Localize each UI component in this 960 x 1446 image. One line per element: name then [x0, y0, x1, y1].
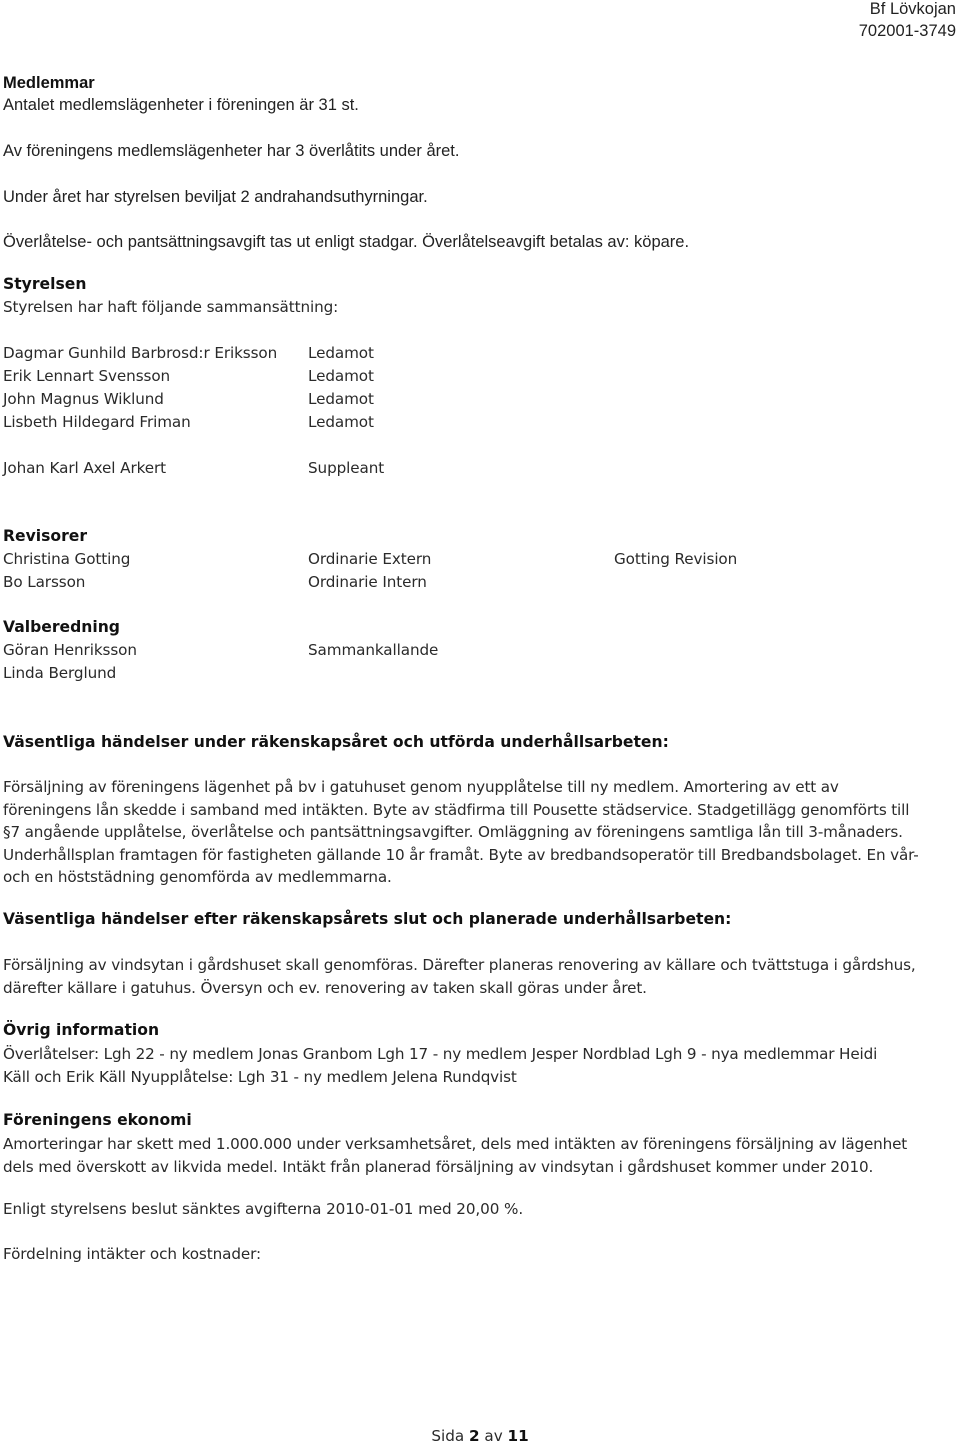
auditor-role: Ordinarie Intern [308, 573, 427, 591]
paragraph-line: därefter källare i gatuhus. Översyn och ev. renovering av taken skall göras under året. [3, 978, 647, 997]
board-member-name: John Magnus Wiklund [3, 390, 164, 408]
board-member-name: Johan Karl Axel Arkert [3, 459, 166, 477]
total-pages: 11 [507, 1427, 529, 1445]
paragraph-line: dels med överskott av likvida medel. Intäkt från planerad försäljning av vindsytan i gårdshuset kommer under 2010. [3, 1157, 874, 1176]
paragraph-line: §7 angående upplåtelse, överlåtelse och pantsättningsavgifter. Omläggning av föreningens samtliga lån till 3-månaders. [3, 823, 903, 842]
paragraph-line: Försäljning av vindsytan i gårdshuset skall genomföras. Därefter planeras renovering av källare och tvättstuga i gårdshus, [3, 956, 916, 974]
board-member-name: Erik Lennart Svensson [3, 367, 171, 385]
paragraph-line: och en höststädning genomförda av medlemmarna. [3, 868, 392, 887]
styrelsen-intro: Styrelsen har haft följande sammansättning: [3, 298, 339, 316]
paragraph-line: Försäljning av föreningens lägenhet på bv i gatuhuset genom nyupplåtelse till ny medlem. Amortering av ett av [3, 778, 839, 796]
current-page: 2 [468, 1427, 480, 1445]
styrelsen-heading: Styrelsen [3, 275, 87, 293]
auditor-firm: Gotting Revision [614, 550, 738, 568]
valberedning-heading: Valberedning [3, 618, 120, 636]
board-member-role: Ledamot [308, 390, 374, 408]
medlemmar-line-4: Överlåtelse- och pantsättningsavgift tas ut enligt stadgar. Överlåtelseavgift betalas av: köpare. [3, 233, 690, 251]
board-member-role: Suppleant [308, 459, 385, 477]
events-during-year-text [3, 776, 953, 889]
economy-text [3, 1133, 953, 1178]
paragraph-line: Amorteringar har skett med 1.000.000 under verksamhetsåret, dels med intäkten av föreningens försäljning av lägenhet [3, 1135, 908, 1153]
board-member-name: Dagmar Gunhild Barbrosd:r Eriksson [3, 344, 278, 362]
nomination-member-role: Sammankallande [308, 641, 439, 659]
nomination-member-name: Göran Henriksson [3, 641, 137, 659]
board-member-role: Ledamot [308, 367, 374, 385]
medlemmar-line-3: Under året har styrelsen beviljat 2 andrahandsuthyrningar. [3, 188, 428, 206]
events-during-year-heading: Väsentliga händelser under räkenskapsåret och utförda underhållsarbeten: [3, 733, 669, 751]
board-member-name: Lisbeth Hildegard Friman [3, 413, 191, 431]
fee-reduction-text: Enligt styrelsens beslut sänktes avgifterna 2010-01-01 med 20,00 %. [3, 1200, 524, 1218]
medlemmar-line-2: Av föreningens medlemslägenheter har 3 överlåtits under året. [3, 142, 460, 160]
page-separator: av [484, 1427, 503, 1445]
other-information-heading: Övrig information [3, 1021, 160, 1039]
medlemmar-heading: Medlemmar [3, 74, 95, 92]
page-number [0, 1427, 960, 1445]
board-member-role: Ledamot [308, 344, 374, 362]
paragraph-line: Underhållsplan framtagen för fastigheten gällande 10 år framåt. Byte av bredbandsoperatör till Bredbandsbolaget. En vår- [3, 845, 919, 864]
page-prefix: Sida [431, 1427, 465, 1445]
org-number: 702001-3749 [858, 22, 956, 40]
revisorer-heading: Revisorer [3, 527, 88, 545]
medlemmar-line-1: Antalet medlemslägenheter i föreningen är 31 st. [3, 96, 359, 114]
auditor-role: Ordinarie Extern [308, 550, 432, 568]
events-after-year-heading: Väsentliga händelser efter räkenskapsårets slut och planerade underhållsarbeten: [3, 910, 732, 928]
economy-heading: Föreningens ekonomi [3, 1111, 192, 1129]
org-name: Bf Lövkojan [869, 0, 956, 18]
distribution-text: Fördelning intäkter och kostnader: [3, 1245, 261, 1263]
paragraph-line: Överlåtelser: Lgh 22 - ny medlem Jonas Granbom Lgh 17 - ny medlem Jesper Nordblad Lgh 9 - nya medlemmar Heidi [3, 1045, 878, 1063]
auditor-name: Christina Gotting [3, 550, 131, 568]
paragraph-line: Käll och Erik Käll Nyupplåtelse: Lgh 31 - ny medlem Jelena Rundqvist [3, 1067, 517, 1086]
paragraph-line: föreningens lån skedde i samband med intäkten. Byte av städfirma till Pousette städservice. Stadgetillägg genomförts till [3, 800, 910, 819]
nomination-member-name: Linda Berglund [3, 664, 117, 682]
auditor-name: Bo Larsson [3, 573, 86, 591]
other-information-text [3, 1043, 953, 1088]
board-member-role: Ledamot [308, 413, 374, 431]
events-after-year-text [3, 954, 953, 999]
